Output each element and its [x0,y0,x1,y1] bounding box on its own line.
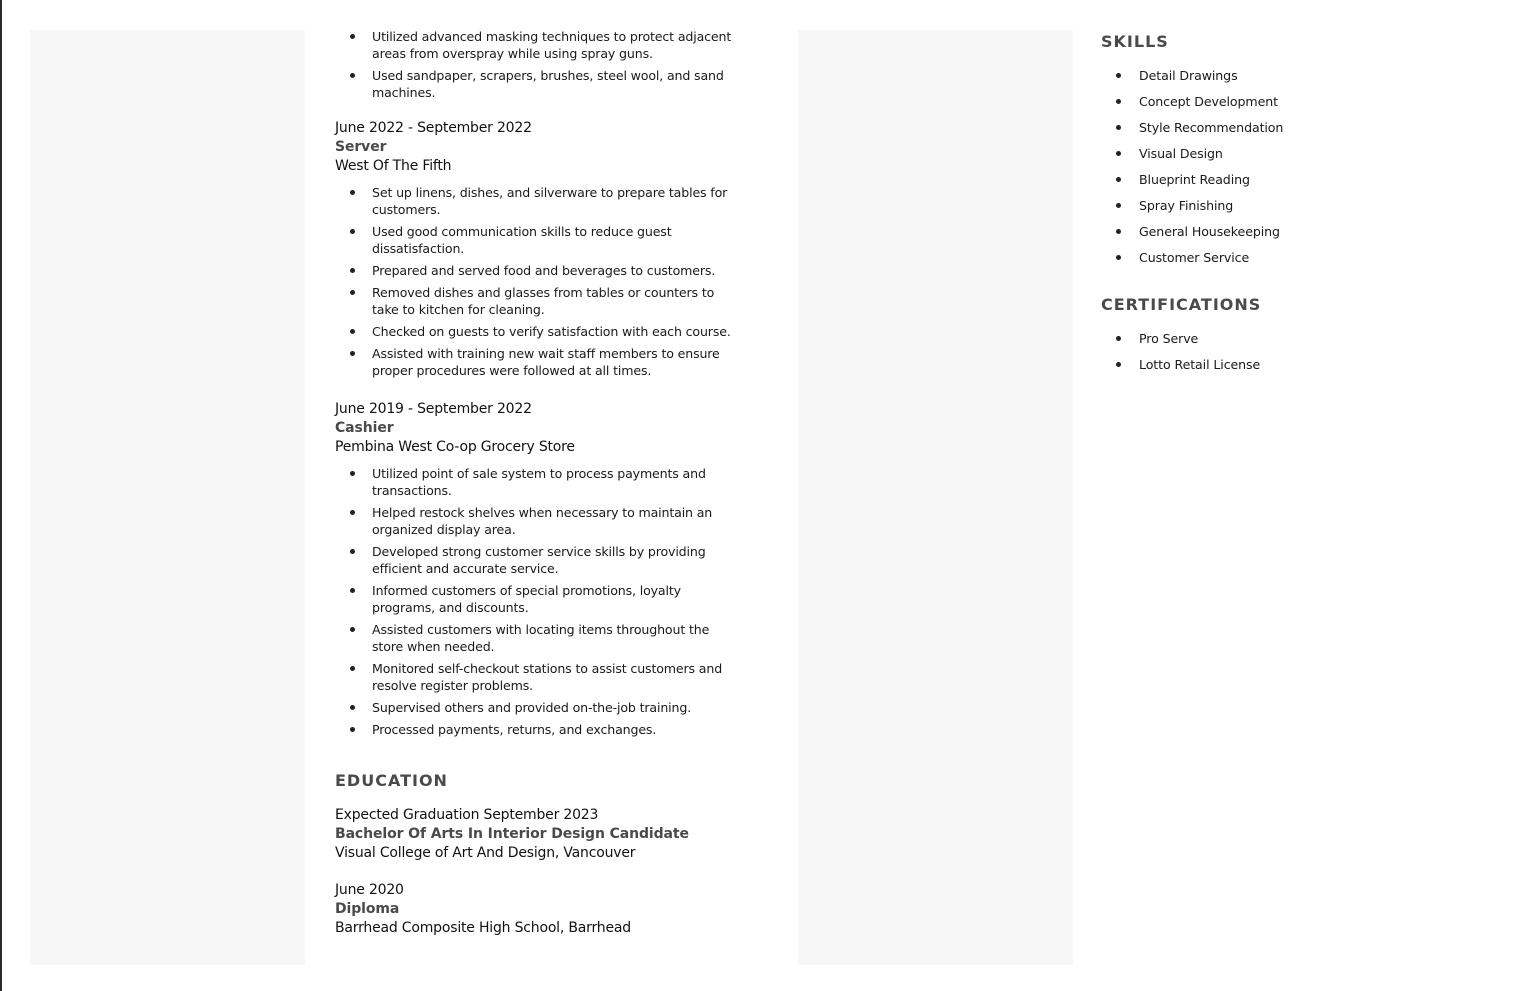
left-margin-panel [30,30,305,965]
certification-item: Pro Serve [1101,330,1260,356]
list-item: Used good communication skills to reduce guest dissatisfaction. [335,223,735,257]
certifications-list [1101,330,1260,382]
list-item: Supervised others and provided on-the-job training. [335,699,735,716]
job-company: West Of The Fifth [335,158,452,174]
education-degree: Diploma [335,901,400,917]
education-school: Barrhead Composite High School, Barrhead [335,920,631,936]
skill-item: Blueprint Reading [1101,171,1283,197]
education-heading: EDUCATION [335,771,448,790]
skill-item: Style Recommendation [1101,119,1283,145]
job-title: Cashier [335,420,394,436]
list-item: Prepared and served food and beverages to customers. [335,262,735,279]
job-dates: June 2019 - September 2022 [335,401,532,417]
education-entry [335,806,735,863]
job-company: Pembina West Co-op Grocery Store [335,439,575,455]
list-item: Removed dishes and glasses from tables or counters to take to kitchen for cleaning. [335,284,735,318]
skills-list [1101,67,1283,275]
job-entry-server [335,119,735,384]
list-item: Utilized advanced masking techniques to protect adjacent areas from overspray while using spray guns. [335,28,735,62]
education-entry [335,881,735,938]
list-item: Assisted with training new wait staff members to ensure proper procedures were followed at all times. [335,345,735,379]
education-degree: Bachelor Of Arts In Interior Design Candidate [335,826,689,842]
page-left-border [0,0,2,991]
skill-item: Concept Development [1101,93,1283,119]
skill-item: General Housekeeping [1101,223,1283,249]
list-item: Developed strong customer service skills by providing efficient and accurate service. [335,543,735,577]
education-date: Expected Graduation September 2023 [335,807,599,823]
skill-item: Visual Design [1101,145,1283,171]
list-item: Informed customers of special promotions, loyalty programs, and discounts. [335,582,735,616]
list-item: Monitored self-checkout stations to assist customers and resolve register problems. [335,660,735,694]
skills-heading: SKILLS [1101,32,1169,51]
list-item: Used sandpaper, scrapers, brushes, steel wool, and sand machines. [335,67,735,101]
list-item: Utilized point of sale system to process payments and transactions. [335,465,735,499]
previous-job-bullets [335,28,735,106]
skill-item: Spray Finishing [1101,197,1283,223]
list-item: Assisted customers with locating items throughout the store when needed. [335,621,735,655]
job-dates: June 2022 - September 2022 [335,120,532,136]
skill-item: Detail Drawings [1101,67,1283,93]
education-date: June 2020 [335,882,404,898]
skill-item: Customer Service [1101,249,1283,275]
job-bullets [335,465,735,738]
job-bullets [335,184,735,379]
job-title: Server [335,139,387,155]
certification-item: Lotto Retail License [1101,356,1260,382]
center-margin-panel [798,30,1073,965]
job-entry-cashier [335,400,735,743]
certifications-heading: CERTIFICATIONS [1101,295,1262,314]
list-item: Checked on guests to verify satisfaction with each course. [335,323,735,340]
education-school: Visual College of Art And Design, Vancouver [335,845,636,861]
list-item: Set up linens, dishes, and silverware to prepare tables for customers. [335,184,735,218]
list-item: Helped restock shelves when necessary to maintain an organized display area. [335,504,735,538]
list-item: Processed payments, returns, and exchanges. [335,721,735,738]
